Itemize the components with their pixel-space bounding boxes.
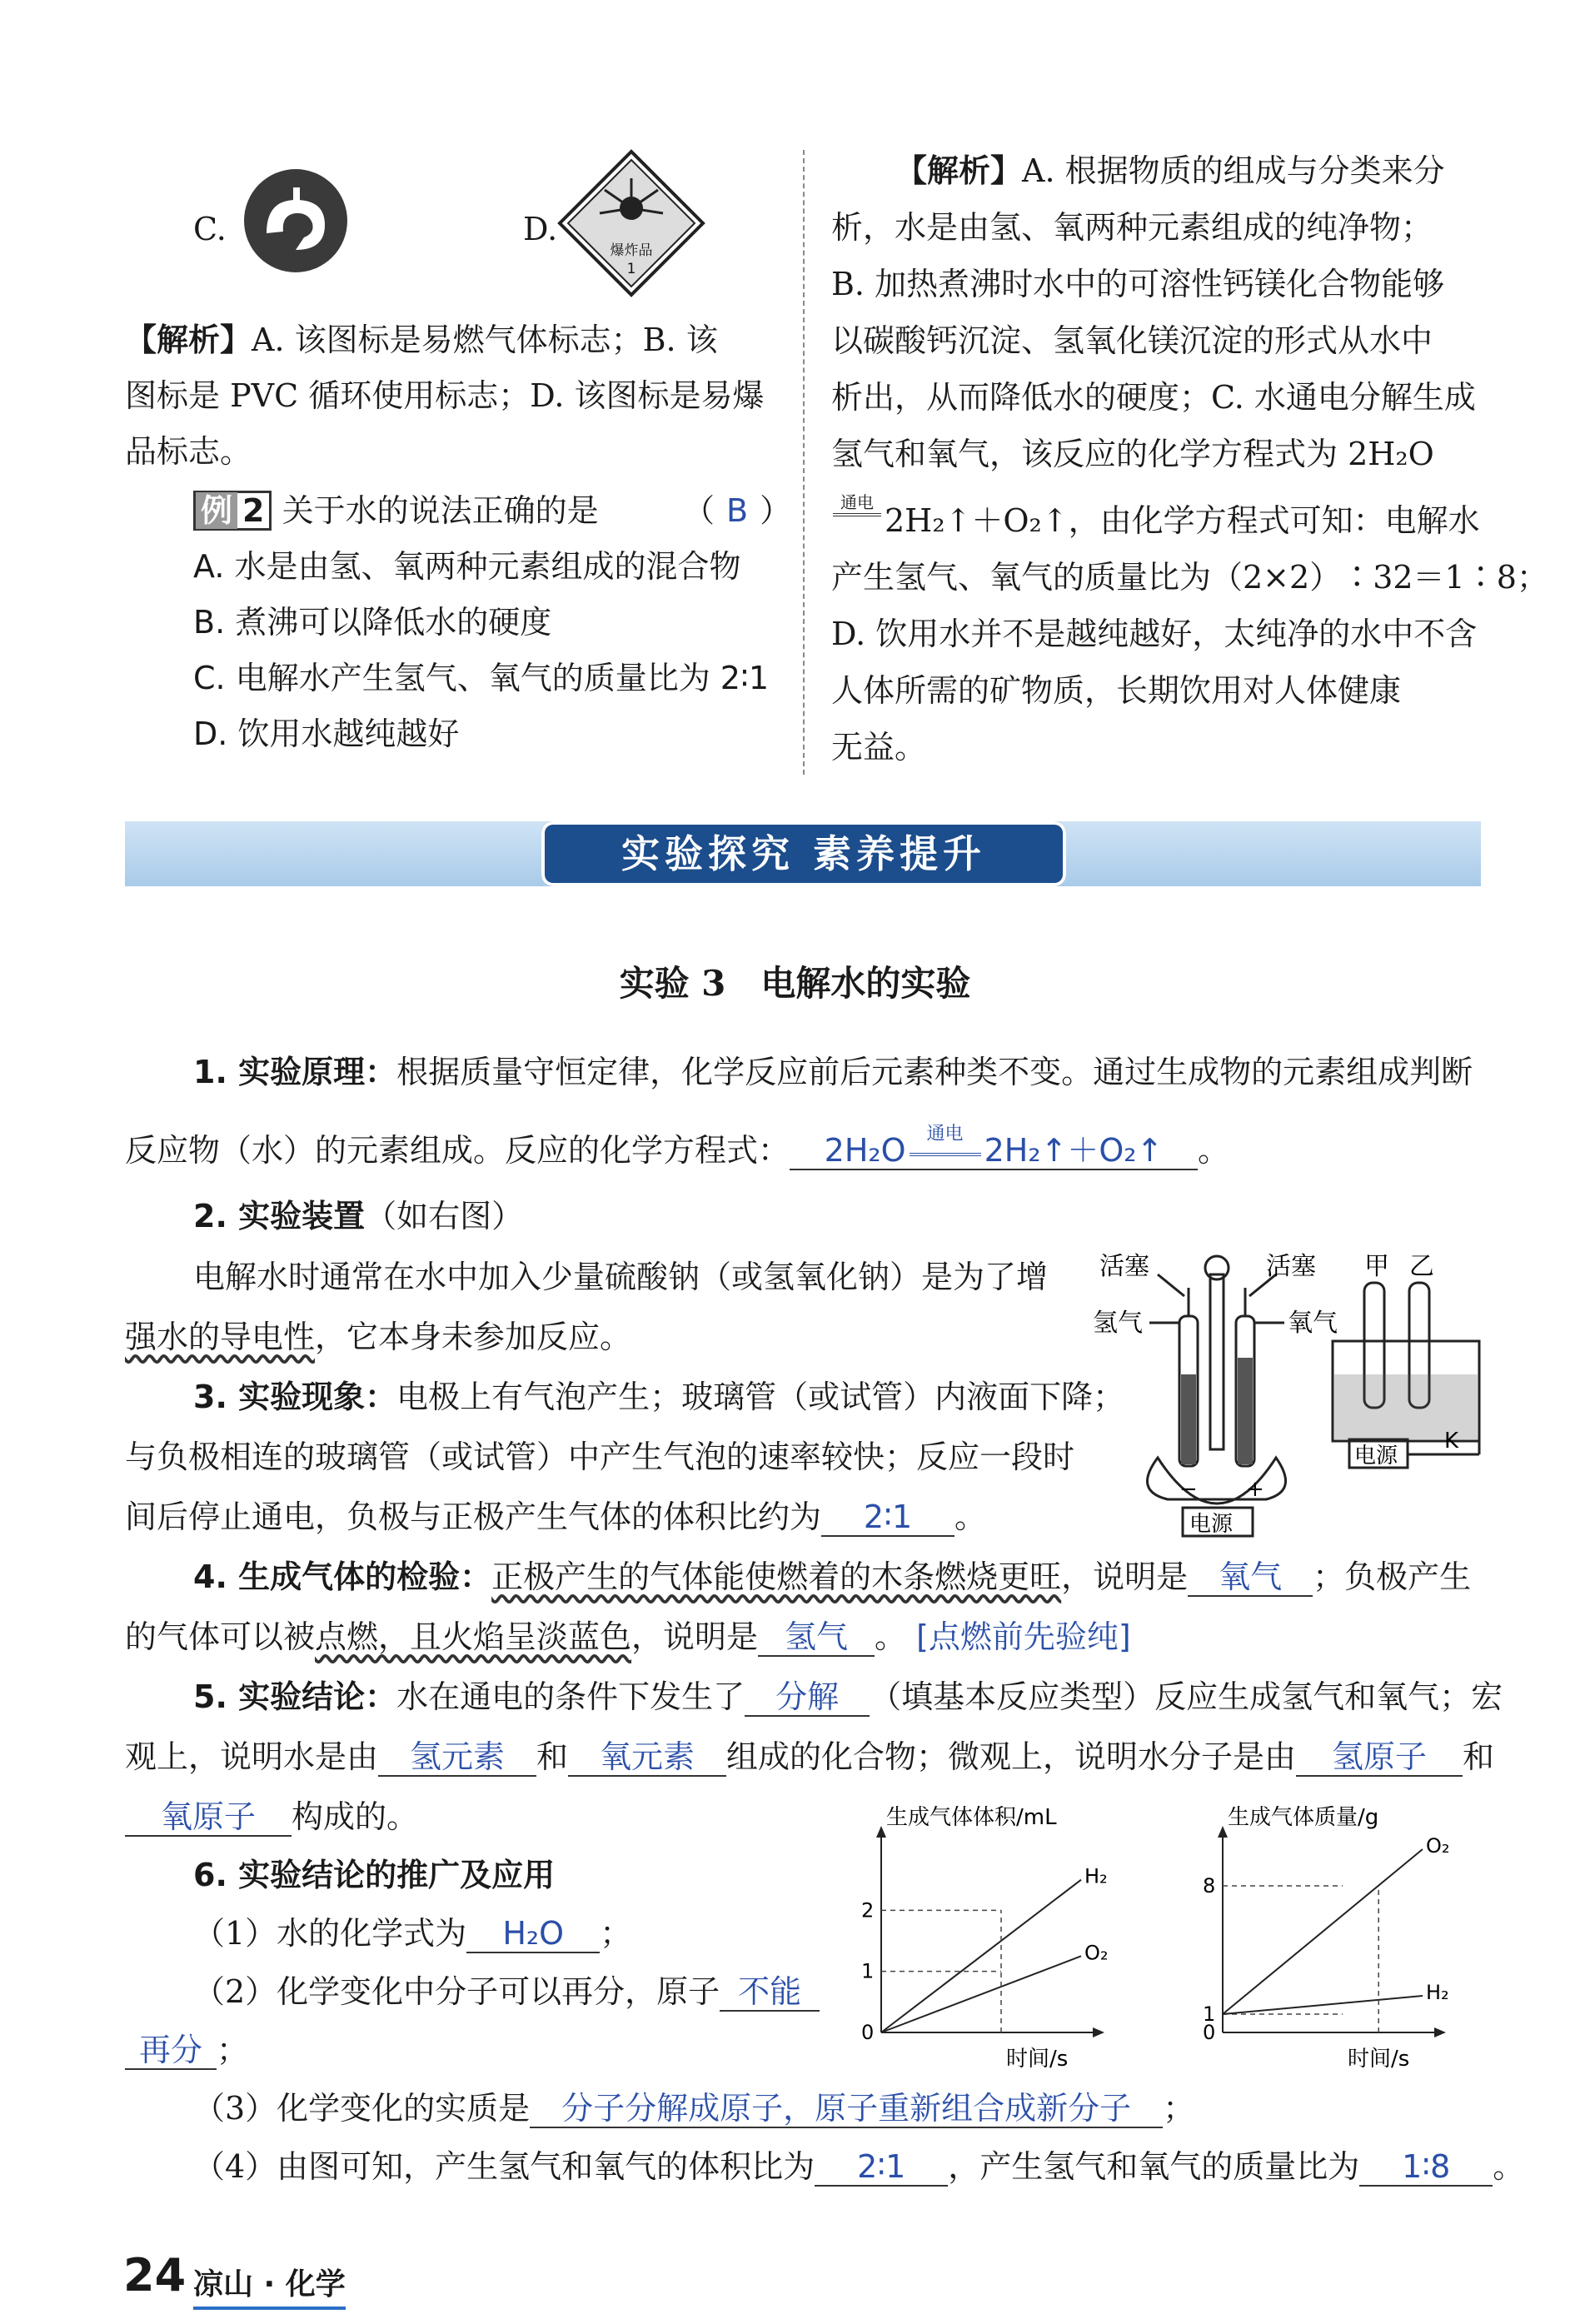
oxygen-label: 氧气 <box>1288 1309 1338 1338</box>
hydrogen-label: 氢气 <box>1093 1309 1143 1338</box>
minus-sign: − <box>1179 1477 1198 1502</box>
positive-gas-answer: 氧气 <box>1188 1558 1313 1597</box>
series-label-H₂: H₂ <box>1426 1981 1449 2004</box>
jia-label: 甲 <box>1364 1252 1389 1281</box>
yi-label: 乙 <box>1409 1252 1434 1281</box>
atom-split-answer-a: 不能 <box>720 1973 820 2012</box>
analysis2-line8: 产生氢气、氧气的质量比为（2×2）∶32＝1∶8； <box>831 559 1548 596</box>
x-arrow <box>1093 2027 1104 2037</box>
explosive-icon <box>556 148 706 298</box>
example2-option-c: C. 电解水产生氢气、氧气的质量比为 2∶1 <box>193 660 770 696</box>
analysis2-line5: 析出，从而降低水的硬度；C. 水通电分解生成 <box>831 379 1476 416</box>
application-q1: （1）水的化学式为 H₂O ； <box>193 1915 632 1952</box>
chart-title: 生成气体体积/mL <box>886 1805 1057 1830</box>
phenomenon-line3: 间后停止通电，负极与正极产生气体的体积比约为 2∶1 。 <box>125 1499 987 1535</box>
example2-option-b: B. 煮沸可以降低水的硬度 <box>193 604 552 641</box>
x-arrow <box>1434 2027 1446 2037</box>
phenomenon-line2: 与负极相连的玻璃管（或试管）中产生气泡的速率较快；反应一段时 <box>125 1439 1075 1475</box>
explosive-label: 爆炸品 <box>610 242 653 259</box>
power-label-1: 电源 <box>1189 1512 1234 1537</box>
analysis2-condition: 通电 <box>833 489 881 516</box>
page-number: 24 <box>123 2249 187 2302</box>
series-line-O₂ <box>881 1956 1081 2032</box>
y-tick-label: 1 <box>861 1959 875 1983</box>
equation-answer: 2H₂O 通电 2H₂↑＋O₂↑ <box>790 1132 1198 1170</box>
y-tick-label: 0 <box>1203 2021 1216 2044</box>
chart-title: 生成气体质量/g <box>1228 1805 1379 1830</box>
y-arrow <box>876 1826 886 1838</box>
atom-o-answer: 氧原子 <box>125 1798 292 1837</box>
example2-answer: （ B ） <box>683 492 792 529</box>
plus-sign: + <box>1246 1477 1264 1502</box>
reaction-type-answer: 分解 <box>745 1678 870 1717</box>
volume-chart <box>841 1805 1166 2072</box>
atom-h-answer: 氢原子 <box>1296 1738 1463 1777</box>
y-tick-label: 8 <box>1203 1874 1216 1898</box>
option-d-label: D. <box>523 211 558 247</box>
conclusion-line2: 观上，说明水是由 氢元素 和 氧元素 组成的化合物；微观上，说明水分子是由 氢原子 和 <box>125 1738 1495 1775</box>
analysis1-line2: 图标是 PVC 循环使用标志；D. 该图标是易爆 <box>125 377 765 414</box>
valve-right-label: 活塞 <box>1266 1252 1316 1281</box>
safety-note: [点燃前先验纯] <box>916 1618 1131 1655</box>
analysis2-line11: 无益。 <box>831 729 927 766</box>
principle-line1: 1. 实验原理：根据质量守恒定律，化学反应前后元素种类不变。通过生成物的元素组成判断 <box>193 1054 1473 1090</box>
negative-gas-answer: 氢气 <box>758 1618 875 1657</box>
mass-ratio-answer: 1∶8 <box>1359 2148 1493 2187</box>
column-divider <box>803 150 805 775</box>
section-title: 实验探究 素养提升 <box>541 821 1066 886</box>
phenomenon-line1: 3. 实验现象：电极上有气泡产生；玻璃管（或试管）内液面下降； <box>193 1379 1125 1415</box>
analysis2-line1: 【解析】A. 根据物质的组成与分类来分 <box>895 152 1445 189</box>
y-tick-label: 2 <box>861 1898 875 1923</box>
series-label-H₂: H₂ <box>1084 1864 1108 1888</box>
series-line-O₂ <box>1223 1849 1423 2014</box>
series-label-O₂: O₂ <box>1426 1834 1450 1858</box>
analysis2-line7: 2H₂↑＋O₂↑，由化学方程式可知：电解水 <box>885 502 1480 539</box>
book-title: 凉山 · 化学 <box>193 2261 346 2310</box>
y-tick-label: 1 <box>1203 2002 1216 2026</box>
x-axis-label: 时间/s <box>1006 2047 1069 2072</box>
element-h-answer: 氢元素 <box>378 1738 536 1777</box>
application-q4: （4）由图可知，产生氢气和氧气的体积比为 2∶1 ，产生氢气和氧气的质量比为 1∶8 。 <box>193 2148 1525 2185</box>
element-o-answer: 氧元素 <box>568 1738 726 1777</box>
analysis1-line1: 【解析】A. 该图标是易燃气体标志；B. 该 <box>125 321 718 358</box>
analysis1-line3: 品标志。 <box>125 433 252 470</box>
application-q3: （3）化学变化的实质是 分子分解成原子，原子重新组合成新分子 ； <box>193 2090 1195 2127</box>
analysis2-line6: 氢气和氧气，该反应的化学方程式为 2H₂O <box>831 436 1434 472</box>
conclusion-line3: 氧原子 构成的。 <box>125 1796 418 1838</box>
apparatus-heading: 2. 实验装置（如右图） <box>193 1198 524 1234</box>
pvc-recycle-icon <box>242 167 350 275</box>
x-axis-label: 时间/s <box>1348 2047 1410 2072</box>
atom-split-answer-b: 再分 <box>125 2032 217 2070</box>
experiment-title: 实验 3 电解水的实验 <box>619 963 971 1004</box>
y-tick-label: 0 <box>861 2021 875 2044</box>
analysis2-line9: D. 饮用水并不是越纯越好，太纯净的水中不含 <box>831 616 1478 652</box>
gas-test-line1: 4. 生成气体的检验：正极产生的气体能使燃着的木条燃烧更旺，说明是 氧气 ；负极产生 <box>193 1558 1472 1595</box>
analysis2-line3: B. 加热煮沸时水中的可溶性钙镁化合物能够 <box>831 266 1445 302</box>
mass-chart <box>1183 1805 1499 2072</box>
formula-answer: H₂O <box>466 1915 600 1953</box>
valve-left-label: 活塞 <box>1099 1252 1149 1281</box>
application-q2-cont: 再分 ； <box>125 2029 248 2071</box>
essence-answer: 分子分解成原子，原子重新组合成新分子 <box>530 2090 1163 2128</box>
series-label-O₂: O₂ <box>1084 1941 1109 1965</box>
apparatus-line2: 强水的导电性，它本身未参加反应。 <box>125 1319 632 1355</box>
electrolysis-apparatus <box>1093 1249 1491 1537</box>
y-arrow <box>1218 1826 1228 1838</box>
volume-ratio-answer-2: 2∶1 <box>815 2148 948 2187</box>
power-label-2: 电源 <box>1354 1444 1398 1469</box>
analysis2-line2: 析，水是由氢、氧两种元素组成的纯净物； <box>831 209 1433 246</box>
example2-option-a: A. 水是由氢、氧两种元素组成的混合物 <box>193 548 741 585</box>
series-line-H₂ <box>881 1880 1081 2032</box>
example2-badge: 例 2 <box>193 491 272 531</box>
switch-k-label: K <box>1444 1429 1459 1454</box>
conclusion-line1: 5. 实验结论：水在通电的条件下发生了 分解 （填基本反应类型）反应生成氢气和氧气；宏 <box>193 1678 1503 1715</box>
option-c-label: C. <box>193 211 227 247</box>
example2-option-d: D. 饮用水越纯越好 <box>193 716 460 752</box>
explosive-number: 1 <box>626 261 636 277</box>
apparatus-line1: 电解水时通常在水中加入少量硫酸钠（或氢氧化钠）是为了增 <box>193 1259 1049 1295</box>
analysis2-line4: 以碳酸钙沉淀、氢氧化镁沉淀的形式从水中 <box>831 322 1433 359</box>
application-q2: （2）化学变化中分子可以再分，原子 不能 <box>193 1971 820 2012</box>
volume-ratio-answer: 2∶1 <box>821 1499 954 1537</box>
analysis2-line10: 人体所需的矿物质，长期饮用对人体健康 <box>831 672 1402 709</box>
application-heading: 6. 实验结论的推广及应用 <box>193 1857 556 1893</box>
principle-line2: 反应物（水）的元素组成。反应的化学方程式： 2H₂O 通电 2H₂↑＋O₂↑ 。 <box>125 1123 1230 1169</box>
gas-test-line2: 的气体可以被点燃，且火焰呈淡蓝色，说明是 氢气 。 [点燃前先验纯] <box>125 1618 1131 1655</box>
example2-question: 例 2 关于水的说法正确的是 <box>193 490 599 531</box>
series-line-H₂ <box>1223 1996 1423 2014</box>
analysis1-tag: 【解析】 <box>125 321 252 358</box>
